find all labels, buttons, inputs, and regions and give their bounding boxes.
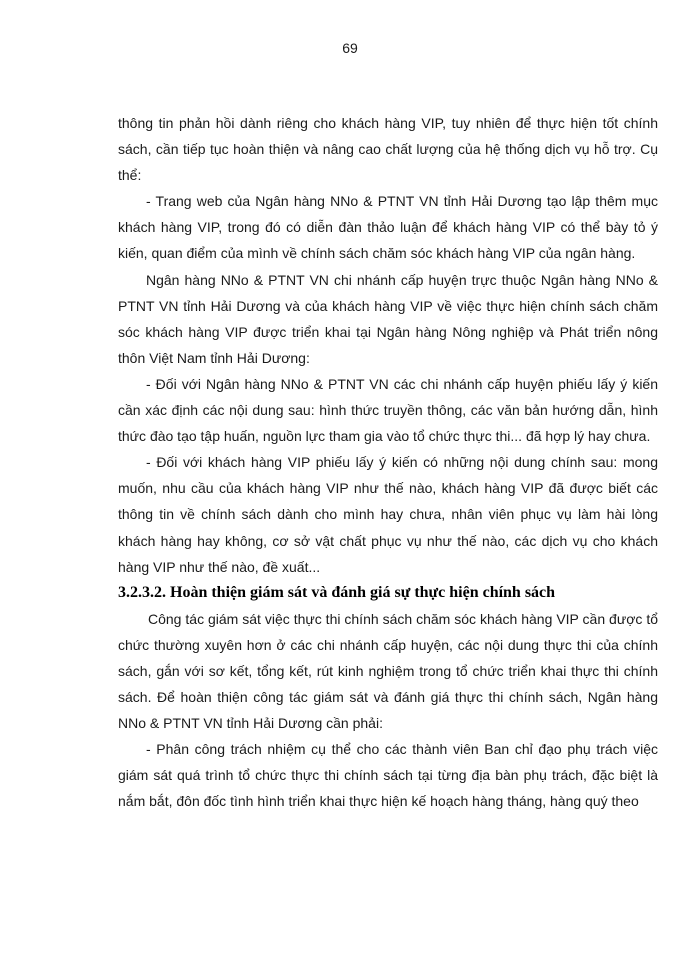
paragraph-website-vip: - Trang web của Ngân hàng NNo & PTNT VN tỉnh Hải Dương tạo lập thêm mục khách hàng VIP, trong đó có diễn đàn thảo luận để khách hàng VIP có thể bày tỏ ý kiến, quan điểm của mình về chính sách chăm sóc khách hàng VIP của ngân hàng. bbox=[118, 193, 658, 262]
document-body bbox=[118, 110, 658, 814]
paragraph-branch-survey: - Đối với Ngân hàng NNo & PTNT VN các chi nhánh cấp huyện phiếu lấy ý kiến cần xác định các nội dung sau: hình thức truyền thông, các văn bản hướng dẫn, hình thức đào tạo tập huấn, nguồn lực tham gia vào tổ chức thực thi... đã hợp lý hay chưa. bbox=[118, 375, 658, 445]
paragraph-assignment: - Phân công trách nhiệm cụ thể cho các thành viên Ban chỉ đạo phụ trách việc giám sát quá trình tổ chức thực thi chính sách tại từng địa bàn phụ trách, đặc biệt là nắm bắt, đôn đốc tình hình triển khai thực hiện kế hoạch hàng tháng, hàng quý theo bbox=[118, 741, 658, 810]
paragraph-vip-survey: - Đối với khách hàng VIP phiếu lấy ý kiến có những nội dung chính sau: mong muốn, nhu cầu của khách hàng VIP như thế nào, khách hàng VIP đã được biết các thông tin về chính sách dành cho mình hay chưa, nhân viên phục vụ làm hài lòng khách hàng hay không, cơ sở vật chất phục vụ như thế nào, các dịch vụ cho khách hàng VIP như thế nào, đề xuất... bbox=[118, 454, 658, 575]
paragraph-survey-scope: Ngân hàng NNo & PTNT VN chi nhánh cấp huyện trực thuộc Ngân hàng NNo & PTNT VN tỉnh Hải Dương và của khách hàng VIP về việc thực hiện chính sách chăm sóc khách hàng VIP được triển khai tại Ngân hàng Nông nghiệp và Phát triển nông thôn Việt Nam tỉnh Hải Dương: bbox=[118, 271, 658, 366]
paragraph-intro-continued: thông tin phản hồi dành riêng cho khách hàng VIP, tuy nhiên để thực hiện tốt chính sách, cần tiếp tục hoàn thiện và nâng cao chất lượng của hệ thống dịch vụ hỗ trợ. Cụ thể: bbox=[118, 115, 658, 184]
section-heading: 3.2.3.2. Hoàn thiện giám sát và đánh giá sự thực hiện chính sách bbox=[118, 583, 556, 601]
page-number: 69 bbox=[342, 40, 358, 56]
paragraph-monitoring: Công tác giám sát việc thực thi chính sách chăm sóc khách hàng VIP cần được tổ chức thường xuyên hơn ở các chi nhánh cấp huyện, các nội dung thực thi của chính sách, gắn với sơ kết, tổng kết, rút kinh nghiệm trong tổ chức triển khai thực thi chính sách. Để hoàn thiện công tác giám sát và đánh giá thực thi chính sách, Ngân hàng NNo & PTNT VN tỉnh Hải Dương cần phải: bbox=[118, 610, 658, 732]
